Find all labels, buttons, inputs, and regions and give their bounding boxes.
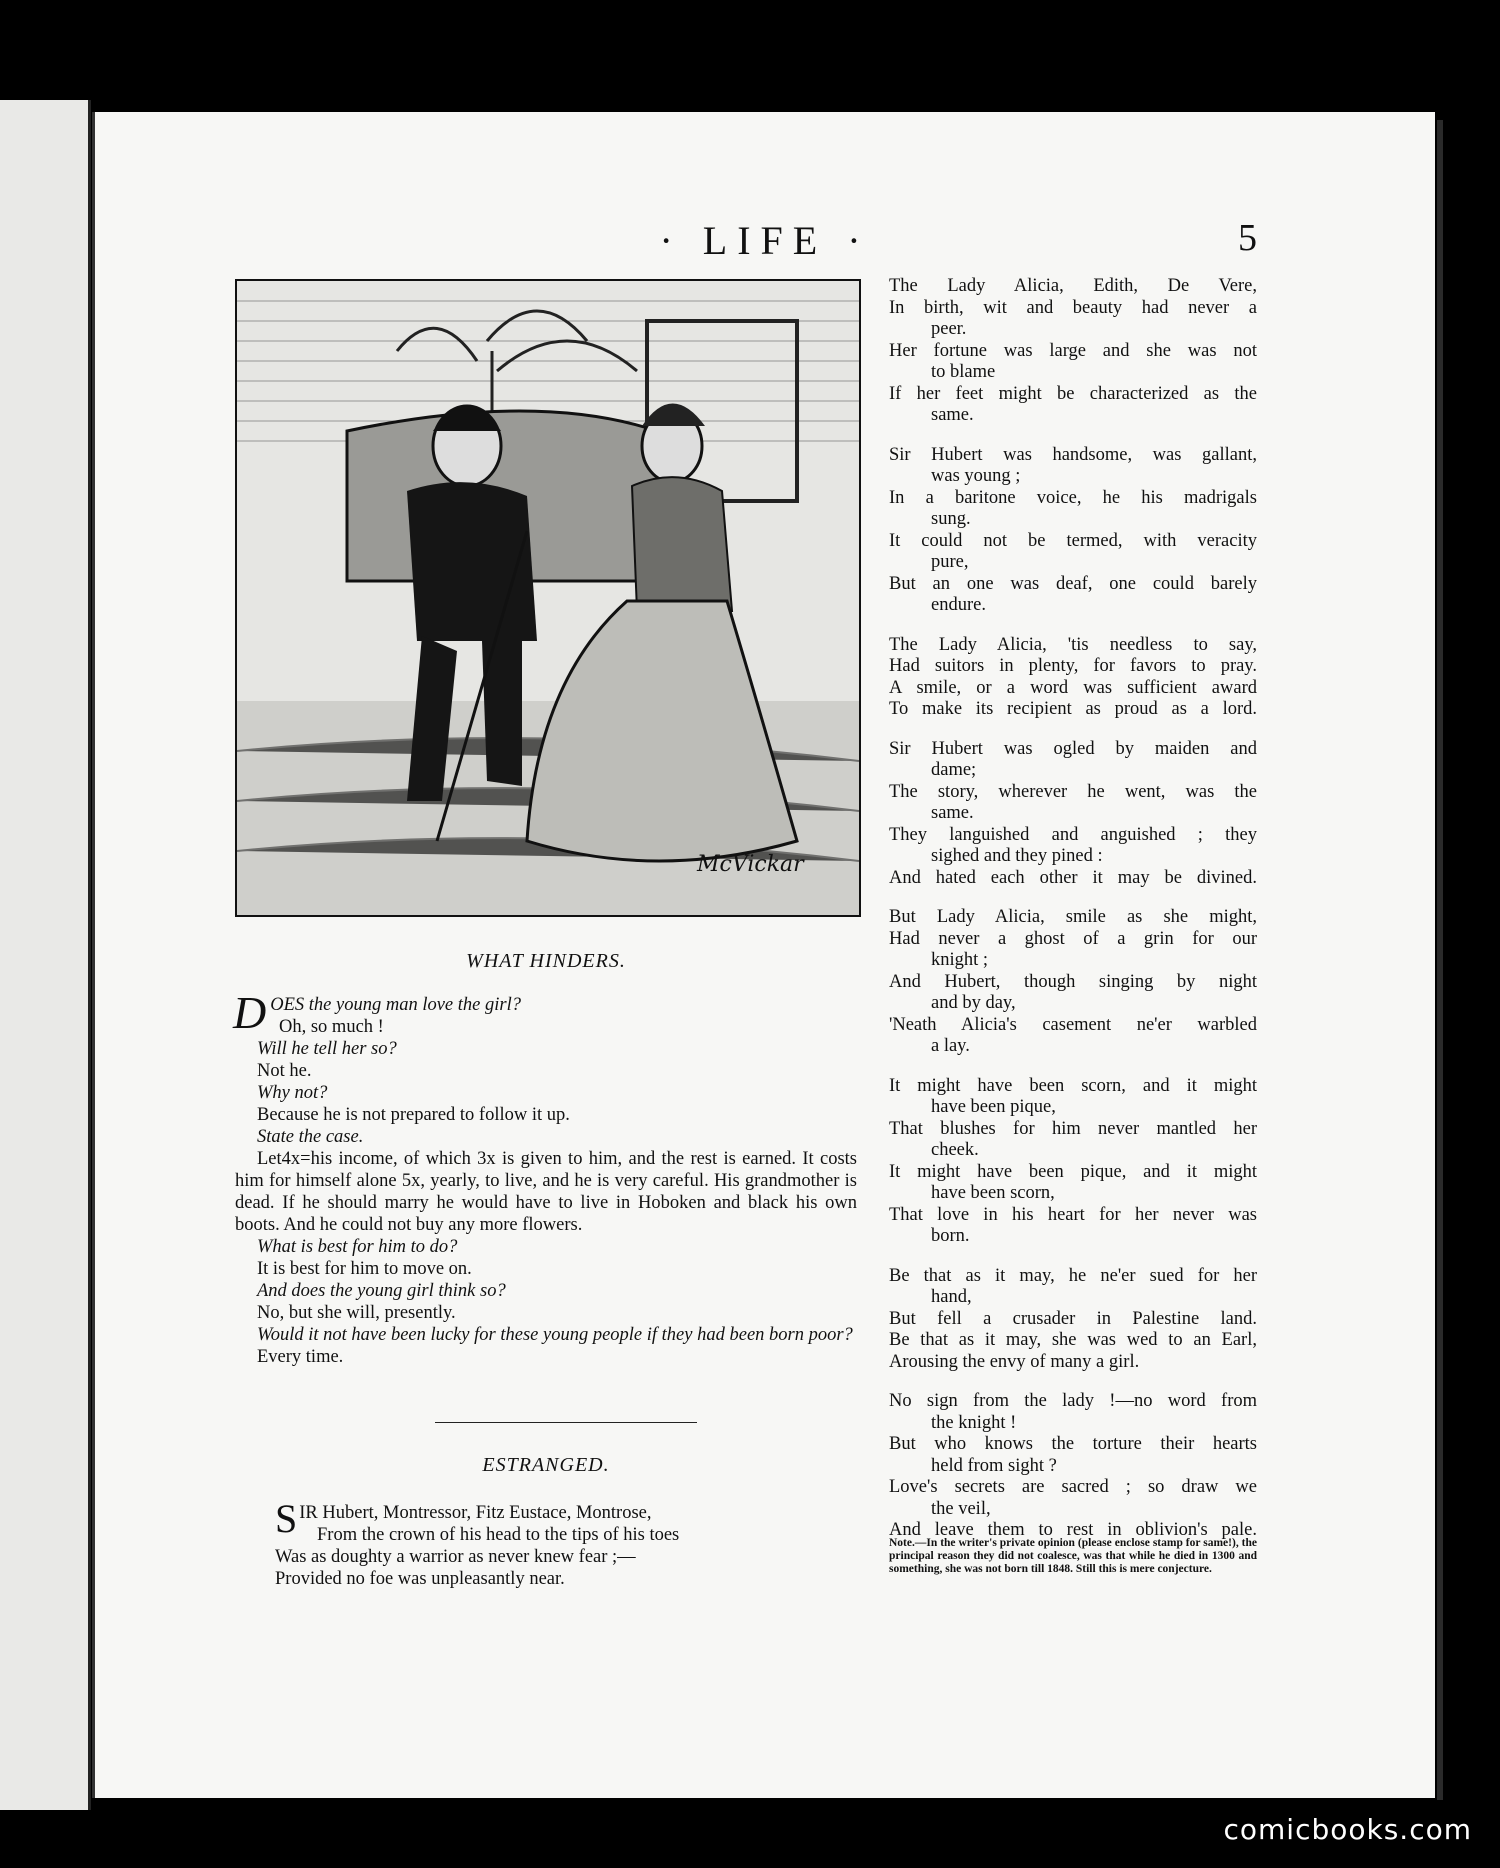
stanza <box>889 445 1257 617</box>
section-divider <box>435 1422 697 1423</box>
poem-line: 'Neath Alicia's casement ne'er warbled <box>889 1014 1257 1035</box>
poem-line: have been scorn, <box>931 1183 1055 1203</box>
poem-line: sighed and they pined : <box>931 846 1103 866</box>
poem-line: In a baritone voice, he his madrigals <box>889 487 1257 508</box>
poem-line: But fell a crusader in Palestine land. <box>889 1308 1257 1329</box>
poem-line: To make its recipient as proud as a lord. <box>889 699 1257 719</box>
poem-line: The story, wherever he went, was the <box>889 781 1257 802</box>
poem-line: That love in his heart for her never was <box>889 1204 1257 1225</box>
poem-line: No sign from the lady !—no word from <box>889 1391 1257 1411</box>
dialogue-line: Would it not have been lucky for these young people if they had been born poor? <box>257 1325 853 1345</box>
dialogue-line: State the case. <box>257 1127 364 1147</box>
poem-line: In birth, wit and beauty had never a <box>889 297 1257 318</box>
masthead: · LIFE · <box>659 218 871 263</box>
dialogue-line: And does the young girl think so? <box>257 1281 506 1301</box>
dialogue-line: Will he tell her so? <box>257 1039 397 1059</box>
couple-engraving <box>237 281 859 915</box>
stanza <box>889 1076 1257 1248</box>
poem-line: It might have been scorn, and it might <box>889 1075 1257 1096</box>
dialogue-line: No, but she will, presently. <box>257 1303 456 1323</box>
drop-cap-d: D <box>233 987 267 1038</box>
poem-line: Provided no foe was unpleasantly near. <box>275 1569 565 1589</box>
poem-line: Had never a ghost of a grin for our <box>889 928 1257 949</box>
poem-line: pure, <box>931 552 969 572</box>
poem-line: But an one was deaf, one could barely <box>889 573 1257 594</box>
dialogue-line: Because he is not prepared to follow it up. <box>257 1105 570 1125</box>
poem-line: born. <box>931 1226 970 1246</box>
estranged-title: ESTRANGED. <box>482 1454 610 1476</box>
poem-line: They languished and anguished ; they <box>889 824 1257 845</box>
poem-line: endure. <box>931 595 986 615</box>
poem-line: Was as doughty a warrior as never knew fear ;— <box>275 1547 636 1567</box>
poem-line: hand, <box>931 1287 972 1307</box>
poem-line: It could not be termed, with veracity <box>889 530 1257 551</box>
poem-line: Love's secrets are sacred ; so draw we <box>889 1477 1257 1497</box>
poem-line: And hated each other it may be divined. <box>889 867 1257 888</box>
footnote: Note.—In the writer's private opinion (please enclose stamp for same!), the principal reason they did not coalesce, was that while he died in 1300 and something, she was not born till 1848. Still this is mere conjecture. <box>889 1537 1257 1575</box>
poem-line: peer. <box>931 319 967 339</box>
poem-line: and by day, <box>931 993 1016 1013</box>
poem-line: same. <box>931 405 974 425</box>
poem-line: Sir Hubert was handsome, was gallant, <box>889 444 1257 465</box>
poem-line: sung. <box>931 509 971 529</box>
stanza <box>889 907 1257 1058</box>
poem-line: It might have been pique, and it might <box>889 1161 1257 1182</box>
dialogue-paragraph: Let4x=his income, of which 3x is given to him, and the rest is earned. It costs him for himself alone 5x, yearly, to live, and he is very careful. His grandmother is dead. If he should marry he would have to live in Hoboken and black his own boots. And he could not buy any more flowers. <box>235 1149 857 1235</box>
poem-line: dame; <box>931 760 977 780</box>
poem-line: From the crown of his head to the tips of his toes <box>317 1525 680 1545</box>
poem-line: But Lady Alicia, smile as she might, <box>889 907 1257 927</box>
dialogue-line: Not he. <box>257 1061 312 1081</box>
estranged-poem-start <box>275 1496 835 1590</box>
dialogue-line: What is best for him to do? <box>257 1237 458 1257</box>
poem-line-text: IR Hubert, Montressor, Fitz Eustace, Montrose, <box>299 1503 652 1523</box>
stanza <box>889 1391 1257 1542</box>
poem-line: was young ; <box>931 466 1021 486</box>
poem-line: have been pique, <box>931 1097 1056 1117</box>
poem-line: the knight ! <box>931 1412 1017 1433</box>
poem-line: held from sight ? <box>931 1455 1057 1476</box>
magazine-page <box>92 112 1435 1798</box>
stanza <box>889 739 1257 890</box>
page-number: 5 <box>1238 217 1257 259</box>
poem-line: Be that as it may, he ne'er sued for her <box>889 1265 1257 1286</box>
poem-line: Her fortune was large and she was not <box>889 340 1257 361</box>
stanza <box>889 635 1257 721</box>
drop-cap-s: S <box>275 1496 298 1541</box>
poem-line: knight ; <box>931 950 989 970</box>
poem-line: a lay. <box>931 1036 970 1056</box>
poem-line: And leave them to rest in oblivion's pale. <box>889 1520 1257 1540</box>
poem-line: cheek. <box>931 1140 979 1160</box>
first-question: OES the young man love the girl? <box>270 995 521 1015</box>
poem-line: But who knows the torture their hearts <box>889 1434 1257 1454</box>
stanza <box>889 1266 1257 1374</box>
poem-line: If her feet might be characterized as the <box>889 383 1257 404</box>
estranged-continuation <box>889 276 1257 1560</box>
page-edge-shadow <box>1437 120 1443 1800</box>
dialogue-line: Every time. <box>257 1347 344 1367</box>
watermark: comicbooks.com <box>1223 1813 1472 1846</box>
dialogue-line: Why not? <box>257 1083 328 1103</box>
facing-page-edge <box>0 100 91 1810</box>
dialogue-line: It is best for him to move on. <box>257 1259 472 1279</box>
poem-line: The Lady Alicia, 'tis needless to say, <box>889 634 1257 655</box>
what-hinders-title: WHAT HINDERS. <box>466 950 626 972</box>
poem-line: the veil, <box>931 1498 991 1519</box>
poem-line: And Hubert, though singing by night <box>889 971 1257 992</box>
poem-line: Be that as it may, she was wed to an Earl, <box>889 1330 1257 1350</box>
poem-line: same. <box>931 803 974 823</box>
poem-line: Had suitors in plenty, for favors to pray. <box>889 656 1257 676</box>
poem-line: The Lady Alicia, Edith, De Vere, <box>889 276 1257 296</box>
poem-line: That blushes for him never mantled her <box>889 1118 1257 1139</box>
dialogue-line: Oh, so much ! <box>279 1017 384 1037</box>
poem-line: A smile, or a word was sufficient award <box>889 677 1257 698</box>
poem-line: Sir Hubert was ogled by maiden and <box>889 738 1257 759</box>
what-hinders-text <box>233 987 857 1368</box>
poem-line: Arousing the envy of many a girl. <box>889 1351 1140 1372</box>
poem-line: to blame <box>931 362 996 382</box>
artist-signature: McVickar <box>697 852 804 877</box>
illustration <box>235 279 861 917</box>
stanza <box>889 276 1257 427</box>
